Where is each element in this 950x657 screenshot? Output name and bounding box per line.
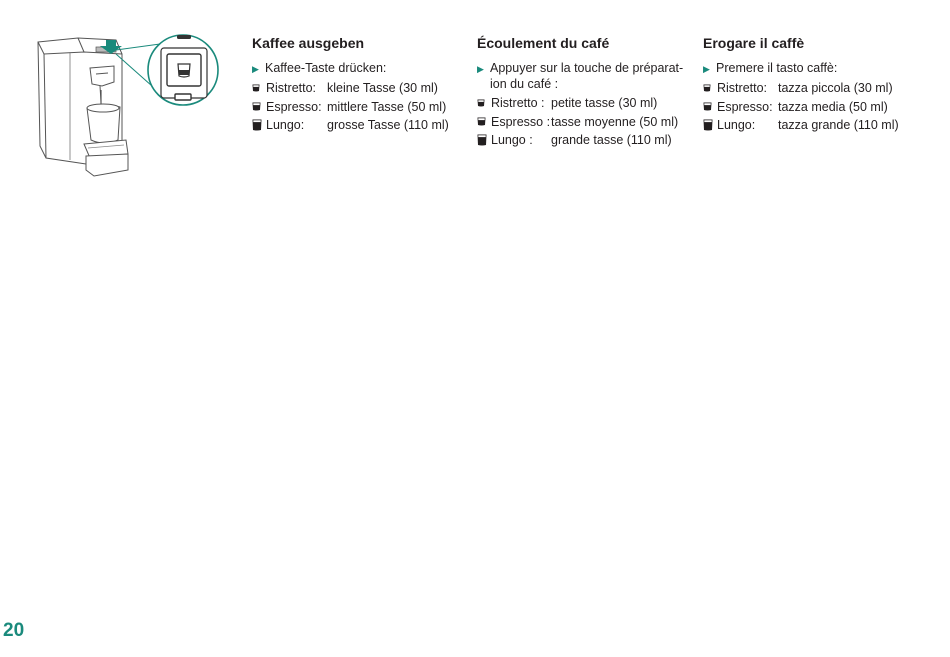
section-italian xyxy=(703,34,913,136)
large-cup-icon xyxy=(477,134,491,146)
medium-cup-icon xyxy=(477,117,491,126)
page-number: 20 xyxy=(3,620,25,641)
bullet-triangle-icon: ▶ xyxy=(703,64,710,74)
section-german xyxy=(252,34,467,136)
item-label: Lungo: xyxy=(717,118,756,132)
list-item xyxy=(477,114,689,130)
instruction-text: Appuyer sur la touche de préparat-ion du café : xyxy=(490,61,684,91)
small-cup-icon xyxy=(703,84,717,92)
item-label: Ristretto: xyxy=(717,81,768,95)
list-item xyxy=(703,80,913,96)
coffee-machine-illustration xyxy=(30,30,230,180)
item-label: Espresso: xyxy=(717,99,773,114)
item-label: Lungo: xyxy=(266,118,305,132)
section-french xyxy=(477,34,689,151)
list-item xyxy=(703,117,913,133)
item-value: tazza grande (110 ml) xyxy=(778,118,899,132)
item-label: Espresso : xyxy=(491,114,551,129)
list-item xyxy=(252,99,467,115)
list-item xyxy=(252,117,467,133)
list-item xyxy=(252,80,467,96)
bullet-triangle-icon: ▶ xyxy=(252,64,259,74)
bullet-triangle-icon: ▶ xyxy=(477,64,484,74)
item-label: Ristretto: xyxy=(266,81,317,95)
item-value: tazza piccola (30 ml) xyxy=(778,81,893,95)
instruction-text: Premere il tasto caffè: xyxy=(716,61,838,75)
item-label: Espresso: xyxy=(266,99,322,114)
small-cup-icon xyxy=(252,84,266,92)
item-value: mittlere Tasse (50 ml) xyxy=(327,99,447,114)
item-value: grande tasse (110 ml) xyxy=(551,133,672,147)
list-item xyxy=(477,95,689,111)
medium-cup-icon xyxy=(252,102,266,111)
item-value: grosse Tasse (110 ml) xyxy=(327,118,449,132)
instruction xyxy=(477,60,689,92)
section-heading: Écoulement du café xyxy=(477,35,610,51)
item-value: tasse moyenne (50 ml) xyxy=(551,114,679,129)
instruction-text: Kaffee-Taste drücken: xyxy=(265,61,387,75)
large-cup-icon xyxy=(703,119,717,131)
medium-cup-icon xyxy=(703,102,717,111)
item-value: kleine Tasse (30 ml) xyxy=(327,81,438,95)
coffee-machine-icon xyxy=(30,30,230,180)
section-heading: Erogare il caffè xyxy=(703,35,805,51)
instruction xyxy=(252,60,467,77)
instruction xyxy=(703,60,913,77)
item-label: Lungo : xyxy=(491,133,533,147)
item-value: tazza media (50 ml) xyxy=(778,99,888,114)
large-cup-icon xyxy=(252,119,266,131)
list-item xyxy=(477,132,689,148)
item-value: petite tasse (30 ml) xyxy=(551,96,658,110)
item-label: Ristretto : xyxy=(491,96,545,110)
small-cup-icon xyxy=(477,99,491,107)
list-item xyxy=(703,99,913,115)
section-heading: Kaffee ausgeben xyxy=(252,35,365,51)
